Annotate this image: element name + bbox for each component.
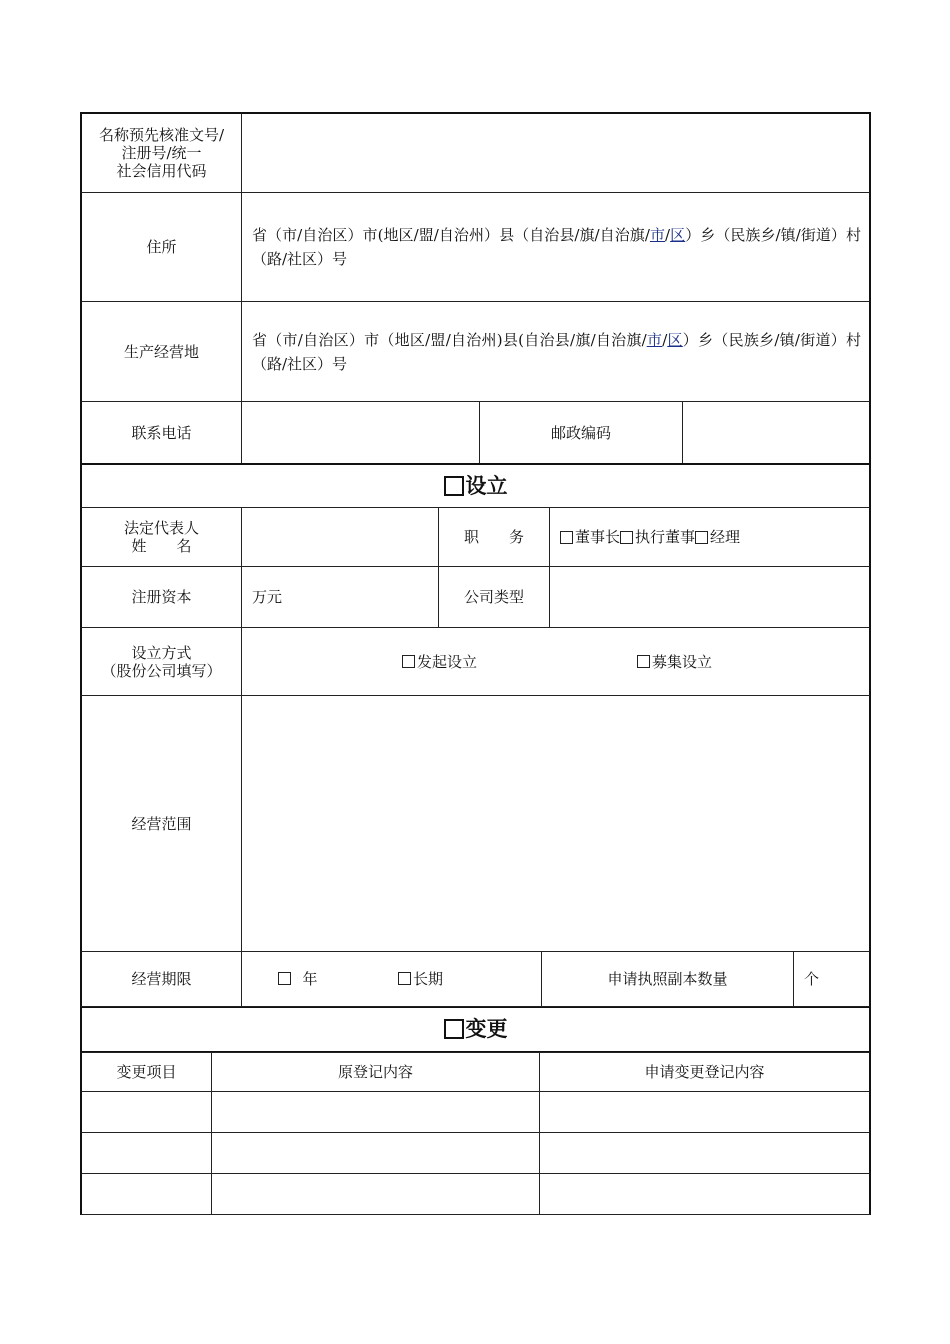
- business-scope-field[interactable]: [241, 695, 871, 952]
- promotion-checkbox[interactable]: [402, 655, 415, 668]
- residence-label: 住所: [80, 192, 242, 302]
- residence-address-text: 省（市/自治区）市(地区/盟/自治州）县（自治县/旗/自治旗/市/区）乡（民族乡/镇/街道）村（路/社区）号: [252, 226, 861, 268]
- new-content-header: 申请变更登记内容: [539, 1052, 871, 1092]
- establish-method-options: [241, 627, 871, 696]
- change-checkbox[interactable]: [444, 1019, 464, 1039]
- prod-city-link[interactable]: 市: [646, 330, 663, 349]
- term-long-option[interactable]: 长期: [398, 970, 443, 988]
- name-code-label: 名称预先核准文号/ 注册号/统一 社会信用代码: [80, 112, 242, 193]
- name-code-field[interactable]: [241, 112, 871, 193]
- change-row-2-new[interactable]: [539, 1132, 871, 1174]
- term-long-checkbox[interactable]: [398, 972, 411, 985]
- change-row-3-new[interactable]: [539, 1173, 871, 1215]
- subscription-option[interactable]: 募集设立: [637, 653, 712, 671]
- license-copies-label: 申请执照副本数量: [541, 951, 794, 1008]
- prod-district-link[interactable]: 区: [667, 330, 683, 349]
- production-address-text: 省（市/自治区）市（地区/盟/自治州)县(自治县/旗/自治旗/市/区）乡（民族乡/镇/街道）村（路/社区）号: [252, 330, 861, 373]
- district-link[interactable]: 区: [670, 226, 686, 244]
- subscription-checkbox[interactable]: [637, 655, 650, 668]
- phone-field[interactable]: [241, 401, 480, 464]
- term-years-checkbox[interactable]: [278, 972, 291, 985]
- establish-checkbox[interactable]: [444, 476, 464, 496]
- residence-field[interactable]: [241, 192, 871, 302]
- position-label: 职 务: [438, 507, 550, 567]
- legal-rep-label: 法定代表人 姓 名: [80, 507, 242, 567]
- company-type-field[interactable]: [549, 566, 871, 628]
- business-scope-label: 经营范围: [80, 695, 242, 952]
- postcode-field[interactable]: [682, 401, 871, 464]
- change-row-2-item[interactable]: [80, 1132, 212, 1174]
- change-row-2-original[interactable]: [211, 1132, 540, 1174]
- change-item-header: 变更项目: [80, 1052, 212, 1092]
- postcode-label: 邮政编码: [479, 401, 683, 464]
- production-site-field[interactable]: [241, 301, 871, 402]
- change-row-3-original[interactable]: [211, 1173, 540, 1215]
- phone-label: 联系电话: [80, 401, 242, 464]
- manager-checkbox[interactable]: [695, 531, 708, 544]
- position-options: 董事长 执行董事 经理: [549, 507, 871, 567]
- term-options: [241, 951, 542, 1008]
- establish-section-header[interactable]: 设立: [80, 463, 871, 508]
- legal-rep-field[interactable]: [241, 507, 439, 567]
- term-label: 经营期限: [80, 951, 242, 1008]
- company-type-label: 公司类型: [438, 566, 550, 628]
- capital-field[interactable]: [241, 566, 439, 628]
- executive-director-checkbox[interactable]: [620, 531, 633, 544]
- capital-label: 注册资本: [80, 566, 242, 628]
- original-content-header: 原登记内容: [211, 1052, 540, 1092]
- change-row-1-item[interactable]: [80, 1091, 212, 1133]
- establish-method-label: 设立方式 （股份公司填写）: [80, 627, 242, 696]
- change-section-header[interactable]: 变更: [80, 1006, 871, 1053]
- change-row-1-original[interactable]: [211, 1091, 540, 1133]
- capital-unit: 万元: [252, 588, 283, 606]
- license-copies-field[interactable]: [793, 951, 871, 1008]
- promotion-option[interactable]: 发起设立: [402, 653, 477, 671]
- city-link[interactable]: 市: [649, 226, 666, 244]
- chairman-checkbox[interactable]: [560, 531, 573, 544]
- copies-unit: 个: [804, 970, 820, 988]
- change-row-1-new[interactable]: [539, 1091, 871, 1133]
- term-years-option[interactable]: 年: [278, 970, 318, 988]
- production-site-label: 生产经营地: [80, 301, 242, 402]
- change-row-3-item[interactable]: [80, 1173, 212, 1215]
